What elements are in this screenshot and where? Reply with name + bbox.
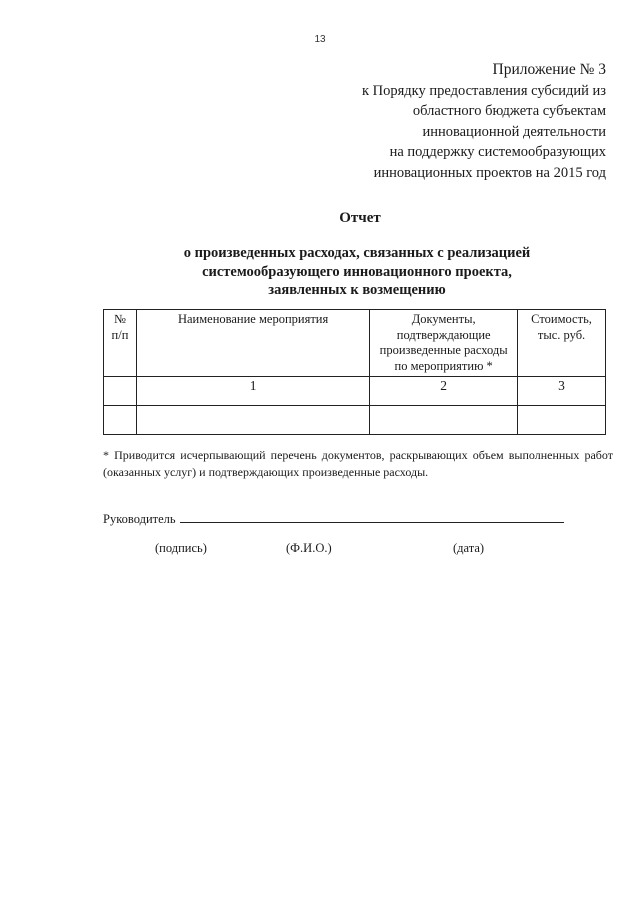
footnote: * Приводится исчерпывающий перечень документов, раскрывающих объем выполненных работ (оказанных услуг) и подтверждающих произведенные расходы.	[103, 448, 613, 479]
header-cell-cost	[518, 310, 606, 377]
appendix-block	[266, 60, 606, 183]
header-text: Документы,	[411, 312, 476, 326]
subtitle-line: заявленных к возмещению	[268, 282, 446, 298]
signature-line	[103, 510, 573, 527]
table-row	[104, 406, 606, 435]
page-number: 13	[314, 34, 326, 45]
appendix-line: инновационных проектов на 2015 год	[373, 164, 606, 181]
header-text: подтверждающие	[396, 327, 491, 342]
table-header-row	[104, 310, 606, 377]
header-text: произведенные расходы	[379, 343, 508, 357]
appendix-line: Приложение № 3	[492, 61, 606, 78]
header-text: тыс. руб.	[537, 327, 586, 342]
caption-name: (Ф.И.О.)	[286, 541, 332, 555]
signature-underline	[180, 510, 564, 523]
column-number-cell: 2	[370, 377, 518, 406]
document-subtitle	[0, 244, 640, 300]
caption-signature: (подпись)	[155, 541, 207, 555]
document-title: Отчет	[339, 210, 381, 226]
column-number-cell: 3	[518, 377, 606, 406]
table-cell	[136, 406, 369, 435]
header-cell-documents	[370, 310, 518, 377]
subtitle-line: системообразующего инновационного проекта,	[202, 263, 512, 280]
report-table	[103, 309, 606, 435]
appendix-line: на поддержку системообразующих	[389, 144, 606, 160]
header-text: Стоимость,	[531, 312, 592, 326]
caption-date: (дата)	[453, 541, 485, 555]
header-text: №	[114, 312, 126, 326]
subtitle-line: о произведенных расходах, связанных с реализацией	[183, 245, 531, 261]
header-cell-number	[104, 310, 137, 377]
column-number-row	[104, 377, 606, 406]
table-cell	[370, 406, 518, 435]
appendix-line: областного бюджета субъектам	[412, 103, 606, 119]
header-text: п/п	[111, 327, 129, 342]
appendix-line: к Порядку предоставления субсидий из	[361, 82, 606, 99]
header-text: Наименование мероприятия	[177, 312, 329, 326]
table-cell	[518, 406, 606, 435]
signature-label: Руководитель	[103, 512, 176, 526]
appendix-line: инновационной деятельности	[422, 123, 606, 140]
table-cell	[104, 406, 137, 435]
header-text: по мероприятию *	[394, 358, 493, 373]
column-number-cell: 1	[136, 377, 369, 406]
header-cell-name	[136, 310, 369, 377]
column-number-cell	[104, 377, 137, 406]
